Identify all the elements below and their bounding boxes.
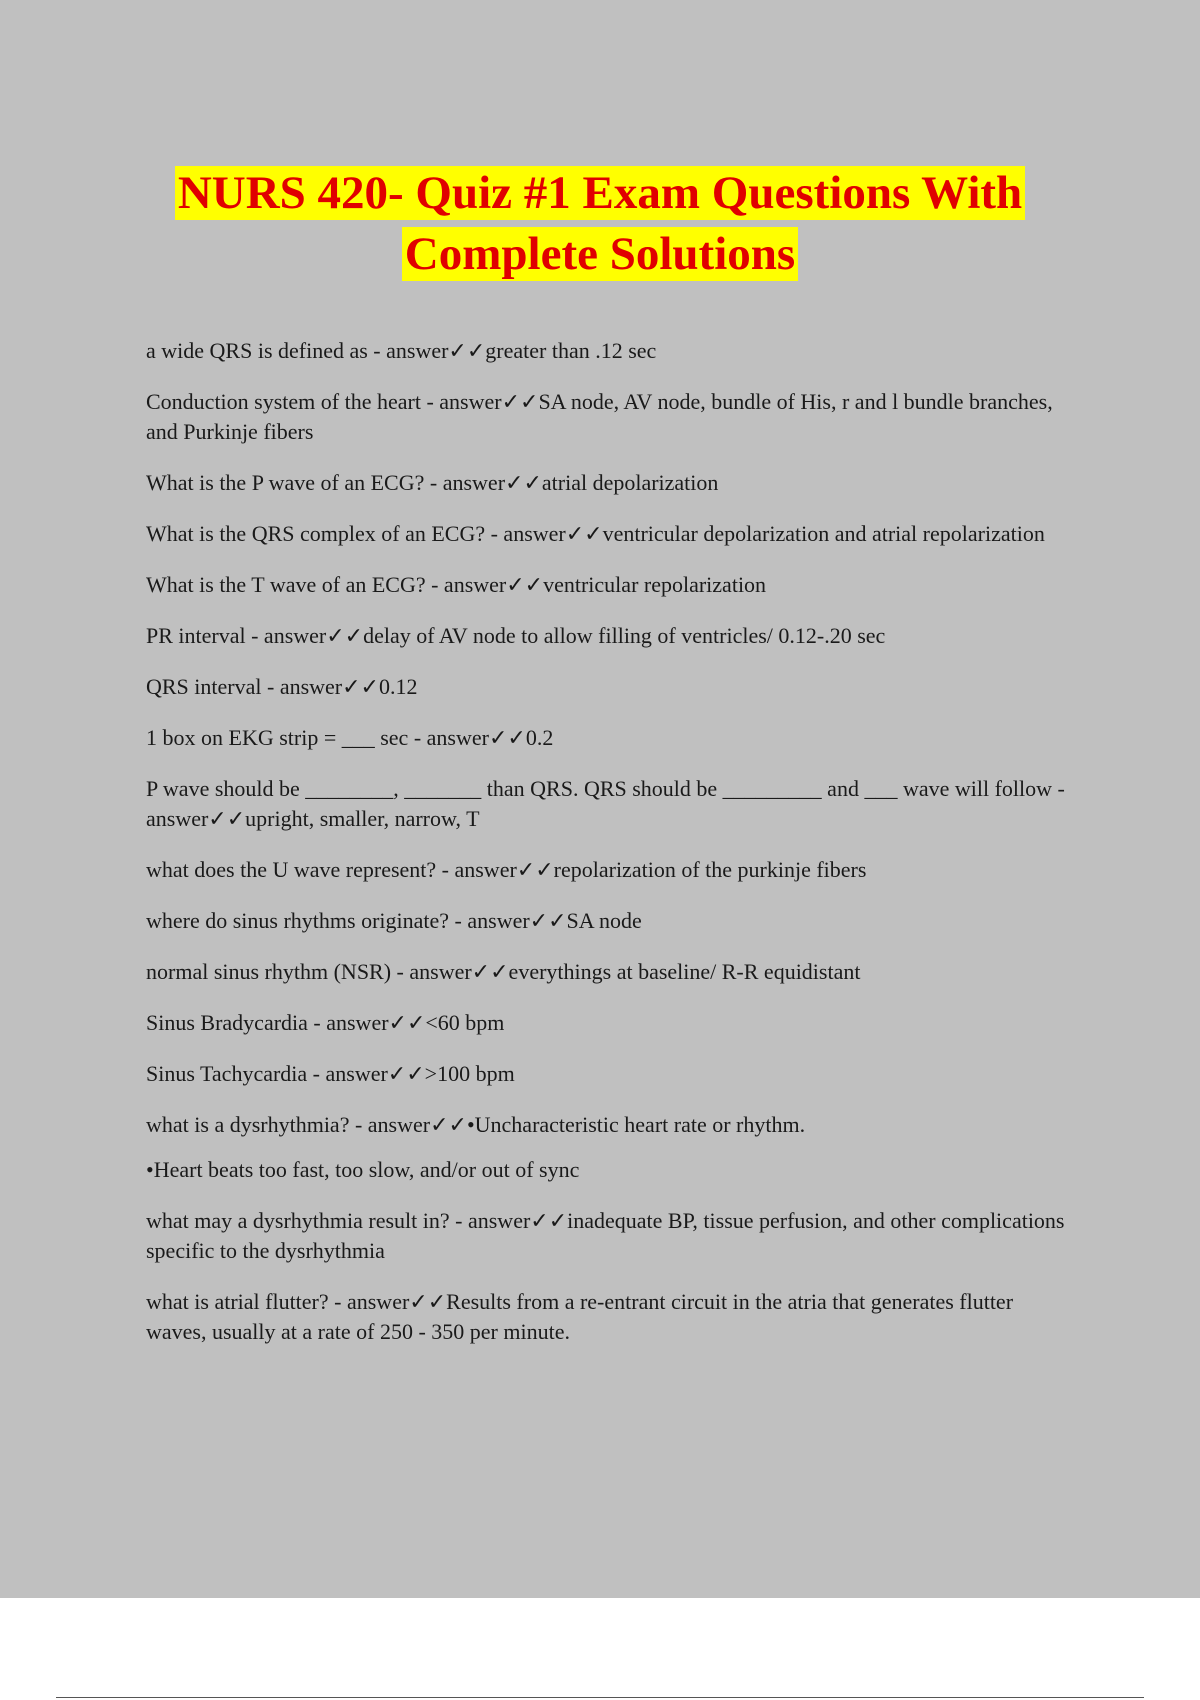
qa-item: P wave should be ________, _______ than QRS. QRS should be _________ and ___ wave will follow - answer✓✓upright, smaller, narrow, T: [146, 776, 1065, 831]
qa-item: what is atrial flutter? - answer✓✓Results from a re-entrant circuit in the atria that generates flutter waves, usually at a rate of 250 - 350 per minute.: [146, 1289, 1014, 1344]
title-line-1: NURS 420- Quiz #1 Exam Questions With: [175, 166, 1025, 220]
qa-item-continuation: •Heart beats too fast, too slow, and/or out of sync: [146, 1157, 580, 1182]
qa-item: what is a dysrhythmia? - answer✓✓•Uncharacteristic heart rate or rhythm.: [146, 1112, 806, 1137]
qa-item: What is the P wave of an ECG? - answer✓✓atrial depolarization: [146, 470, 719, 495]
qa-item: what may a dysrhythmia result in? - answer✓✓inadequate BP, tissue perfusion, and other complications specific to the dysrhythmia: [146, 1208, 1065, 1263]
qa-item: a wide QRS is defined as - answer✓✓greater than .12 sec: [146, 338, 657, 363]
qa-item: What is the T wave of an ECG? - answer✓✓ventricular repolarization: [146, 572, 767, 597]
qa-item: Sinus Tachycardia - answer✓✓>100 bpm: [146, 1061, 515, 1086]
qa-item: PR interval - answer✓✓delay of AV node to allow filling of ventricles/ 0.12-.20 sec: [146, 623, 886, 648]
qa-item: 1 box on EKG strip = ___ sec - answer✓✓0.2: [146, 725, 554, 750]
footer-divider: [56, 1697, 1144, 1698]
qa-item: what does the U wave represent? - answer✓✓repolarization of the purkinje fibers: [146, 857, 867, 882]
document-title: [0, 166, 1200, 288]
qa-item: What is the QRS complex of an ECG? - answer✓✓ventricular depolarization and atrial repolarization: [146, 521, 1045, 546]
qa-list: [146, 336, 1076, 1368]
title-line-2: Complete Solutions: [402, 227, 798, 281]
qa-item: QRS interval - answer✓✓0.12: [146, 674, 418, 699]
qa-item: Sinus Bradycardia - answer✓✓<60 bpm: [146, 1010, 505, 1035]
qa-item: where do sinus rhythms originate? - answer✓✓SA node: [146, 908, 642, 933]
qa-item: normal sinus rhythm (NSR) - answer✓✓everythings at baseline/ R-R equidistant: [146, 959, 861, 984]
qa-item: Conduction system of the heart - answer✓✓SA node, AV node, bundle of His, r and l bundle branches, and Purkinje fibers: [146, 389, 1053, 444]
